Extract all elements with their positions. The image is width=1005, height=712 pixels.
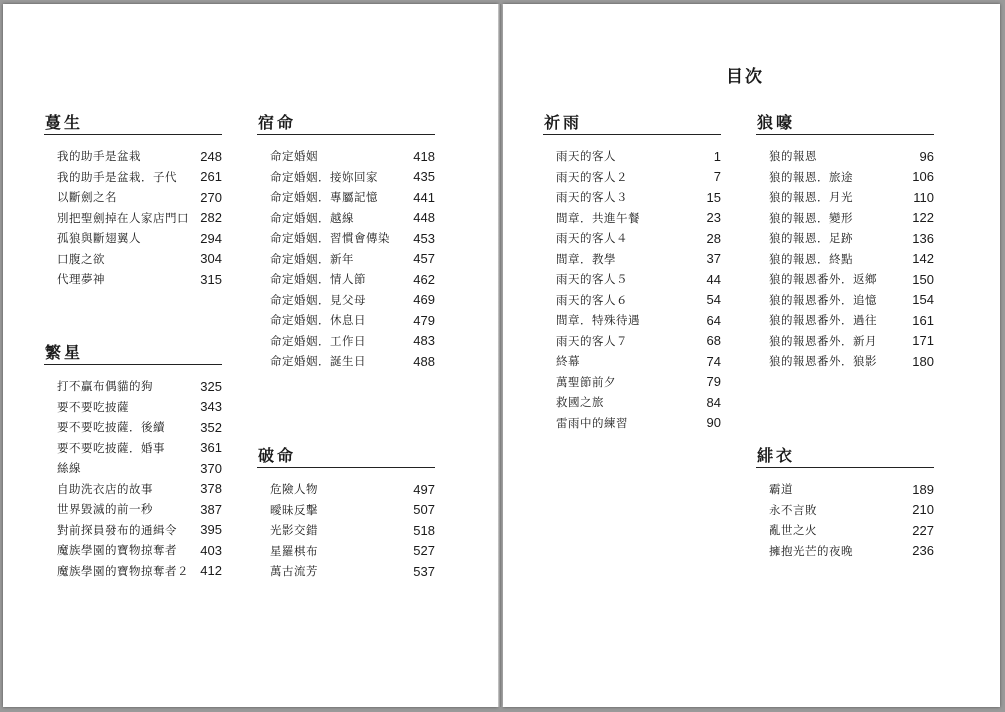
entry-title: 間章．特殊待遇 — [556, 313, 640, 328]
entry-title: 命定婚姻．休息日 — [270, 313, 366, 328]
entry-page-number: 210 — [912, 502, 934, 518]
entry-page-number: 90 — [706, 415, 721, 431]
toc-entry — [44, 458, 222, 479]
section-title: 蔓生 — [44, 112, 222, 135]
entry-title: 雨天的客人５ — [556, 272, 628, 287]
toc-entry — [756, 146, 934, 167]
entry-page-number: 469 — [413, 292, 435, 308]
entry-page-number: 325 — [200, 378, 222, 394]
entry-page-number: 479 — [413, 312, 435, 328]
toc-section — [257, 445, 435, 582]
entry-page-number: 395 — [200, 522, 222, 538]
toc-entry — [44, 520, 222, 541]
entry-page-number: 518 — [413, 522, 435, 538]
entry-title: 永不言敗 — [769, 502, 817, 517]
entry-page-number: 236 — [912, 543, 934, 559]
entry-page-number: 537 — [413, 563, 435, 579]
entry-title: 狼的報恩．變形 — [769, 210, 853, 225]
entry-page-number: 270 — [200, 189, 222, 205]
entry-title: 狼的報恩番外．新月 — [769, 333, 877, 348]
entry-page-number: 527 — [413, 543, 435, 559]
toc-entry — [257, 146, 435, 167]
entry-page-number: 84 — [706, 394, 721, 410]
entry-page-number: 106 — [912, 169, 934, 185]
entry-list — [257, 146, 435, 372]
entry-list — [257, 479, 435, 582]
toc-entry — [44, 249, 222, 270]
toc-entry — [257, 249, 435, 270]
entry-page-number: 142 — [912, 251, 934, 267]
toc-entry — [756, 187, 934, 208]
entry-page-number: 294 — [200, 230, 222, 246]
entry-title: 命定婚姻．見父母 — [270, 292, 366, 307]
entry-page-number: 54 — [706, 292, 721, 308]
toc-entry — [543, 392, 721, 413]
toc-entry — [543, 208, 721, 229]
section-title: 繁星 — [44, 342, 222, 365]
toc-entry — [44, 479, 222, 500]
entry-page-number: 248 — [200, 148, 222, 164]
toc-entry — [756, 208, 934, 229]
toc-entry — [44, 417, 222, 438]
entry-title: 間章．共進午餐 — [556, 210, 640, 225]
toc-entry — [756, 331, 934, 352]
toc-entry — [257, 561, 435, 582]
entry-page-number: 343 — [200, 399, 222, 415]
entry-list — [543, 146, 721, 433]
entry-title: 代理夢神 — [57, 272, 105, 287]
entry-title: 口腹之欲 — [57, 251, 105, 266]
toc-entry — [44, 187, 222, 208]
toc-entry — [257, 500, 435, 521]
toc-entry — [756, 479, 934, 500]
entry-page-number: 315 — [200, 271, 222, 287]
toc-entry — [756, 228, 934, 249]
entry-page-number: 497 — [413, 481, 435, 497]
entry-title: 命定婚姻．接妳回家 — [270, 169, 378, 184]
entry-page-number: 441 — [413, 189, 435, 205]
toc-entry — [44, 269, 222, 290]
entry-page-number: 64 — [706, 312, 721, 328]
toc-entry — [44, 540, 222, 561]
entry-title: 星羅棋布 — [270, 543, 318, 558]
entry-title: 萬聖節前夕 — [556, 374, 616, 389]
toc-entry — [756, 520, 934, 541]
entry-title: 雨天的客人７ — [556, 333, 628, 348]
entry-title: 要不要吃披薩．後續 — [57, 420, 165, 435]
toc-entry — [257, 187, 435, 208]
entry-page-number: 171 — [912, 333, 934, 349]
entry-title: 雨天的客人６ — [556, 292, 628, 307]
entry-title: 命定婚姻．越線 — [270, 210, 354, 225]
toc-entry — [257, 331, 435, 352]
entry-title: 亂世之火 — [769, 523, 817, 538]
entry-page-number: 227 — [912, 522, 934, 538]
toc-entry — [756, 351, 934, 372]
toc-entry — [543, 249, 721, 270]
toc-entry — [44, 561, 222, 582]
entry-title: 狼的報恩．足跡 — [769, 231, 853, 246]
entry-title: 絲線 — [57, 461, 81, 476]
entry-title: 萬古流芳 — [270, 564, 318, 579]
entry-page-number: 7 — [713, 169, 721, 185]
entry-page-number: 412 — [200, 563, 222, 579]
toc-entry — [543, 331, 721, 352]
entry-page-number: 74 — [706, 353, 721, 369]
entry-title: 狼的報恩 — [769, 149, 817, 164]
toc-entry — [44, 167, 222, 188]
entry-list — [756, 479, 934, 561]
toc-entry — [756, 290, 934, 311]
entry-page-number: 370 — [200, 460, 222, 476]
entry-page-number: 23 — [706, 210, 721, 226]
entry-title: 間章．教學 — [556, 251, 616, 266]
toc-entry — [543, 167, 721, 188]
toc-entry — [543, 351, 721, 372]
entry-title: 曖昧反擊 — [270, 502, 318, 517]
entry-title: 要不要吃披薩 — [57, 399, 129, 414]
toc-entry — [543, 310, 721, 331]
entry-title: 命定婚姻．工作日 — [270, 333, 366, 348]
entry-page-number: 361 — [200, 440, 222, 456]
entry-title: 命定婚姻．新年 — [270, 251, 354, 266]
entry-page-number: 448 — [413, 210, 435, 226]
toc-entry — [257, 310, 435, 331]
toc-entry — [756, 541, 934, 562]
entry-title: 孤狼與斷翅翼人 — [57, 231, 141, 246]
entry-page-number: 154 — [912, 292, 934, 308]
toc-title: 目次 — [726, 67, 764, 87]
entry-title: 狼的報恩番外．狼影 — [769, 354, 877, 369]
toc-section — [44, 342, 222, 581]
entry-title: 雷雨中的練習 — [556, 415, 628, 430]
entry-page-number: 488 — [413, 353, 435, 369]
toc-section — [756, 445, 934, 561]
section-title: 祈雨 — [543, 112, 721, 135]
toc-entry — [543, 290, 721, 311]
toc-entry — [44, 228, 222, 249]
toc-entry — [257, 167, 435, 188]
entry-title: 命定婚姻．習慣會傳染 — [270, 231, 390, 246]
entry-title: 雨天的客人 — [556, 149, 616, 164]
entry-page-number: 28 — [706, 230, 721, 246]
entry-page-number: 418 — [413, 148, 435, 164]
toc-entry — [257, 290, 435, 311]
entry-page-number: 435 — [413, 169, 435, 185]
toc-entry — [44, 397, 222, 418]
toc-entry — [257, 208, 435, 229]
entry-title: 以斷劍之名 — [57, 190, 117, 205]
entry-list — [44, 376, 222, 581]
entry-page-number: 378 — [200, 481, 222, 497]
entry-page-number: 453 — [413, 230, 435, 246]
entry-page-number: 136 — [912, 230, 934, 246]
entry-title: 狼的報恩．終點 — [769, 251, 853, 266]
entry-page-number: 261 — [200, 169, 222, 185]
toc-entry — [257, 479, 435, 500]
toc-entry — [543, 372, 721, 393]
toc-entry — [44, 438, 222, 459]
entry-title: 別把聖劍掉在人家店門口 — [57, 210, 189, 225]
entry-list — [756, 146, 934, 372]
section-title: 破命 — [257, 445, 435, 468]
toc-entry — [756, 167, 934, 188]
entry-title: 打不贏布偶貓的狗 — [57, 379, 153, 394]
entry-page-number: 68 — [706, 333, 721, 349]
entry-page-number: 96 — [919, 148, 934, 164]
toc-section — [756, 112, 934, 372]
entry-page-number: 189 — [912, 481, 934, 497]
entry-page-number: 37 — [706, 251, 721, 267]
toc-entry — [257, 269, 435, 290]
toc-entry — [257, 520, 435, 541]
section-title: 宿命 — [257, 112, 435, 135]
entry-title: 雨天的客人２ — [556, 169, 628, 184]
toc-section — [543, 112, 721, 433]
entry-title: 狼的報恩．旅途 — [769, 169, 853, 184]
entry-title: 狼的報恩番外．追憶 — [769, 292, 877, 307]
section-title: 狼嚎 — [756, 112, 934, 135]
entry-page-number: 79 — [706, 374, 721, 390]
entry-title: 要不要吃披薩．婚事 — [57, 440, 165, 455]
entry-title: 命定婚姻．專屬記憶 — [270, 190, 378, 205]
section-title: 緋衣 — [756, 445, 934, 468]
entry-page-number: 304 — [200, 251, 222, 267]
toc-section — [257, 112, 435, 372]
toc-entry — [756, 500, 934, 521]
entry-page-number: 387 — [200, 501, 222, 517]
toc-entry — [257, 351, 435, 372]
toc-section — [44, 112, 222, 290]
entry-page-number: 462 — [413, 271, 435, 287]
entry-title: 終幕 — [556, 354, 580, 369]
entry-title: 我的助手是盆栽．子代 — [57, 169, 177, 184]
entry-page-number: 44 — [706, 271, 721, 287]
entry-title: 雨天的客人４ — [556, 231, 628, 246]
toc-entry — [543, 413, 721, 434]
entry-title: 魔族學園的寶物掠奪者 — [57, 543, 177, 558]
entry-title: 危險人物 — [270, 482, 318, 497]
entry-title: 命定婚姻．誕生日 — [270, 354, 366, 369]
entry-title: 狼的報恩番外．返鄉 — [769, 272, 877, 287]
entry-page-number: 507 — [413, 502, 435, 518]
entry-page-number: 483 — [413, 333, 435, 349]
toc-entry — [756, 269, 934, 290]
entry-page-number: 110 — [913, 189, 934, 205]
toc-entry — [44, 146, 222, 167]
entry-title: 魔族學園的寶物掠奪者２ — [57, 563, 189, 578]
entry-page-number: 122 — [912, 210, 934, 226]
entry-title: 命定婚姻．情人節 — [270, 272, 366, 287]
toc-entry — [543, 187, 721, 208]
entry-page-number: 150 — [912, 271, 934, 287]
toc-entry — [543, 146, 721, 167]
toc-entry — [756, 310, 934, 331]
toc-entry — [44, 499, 222, 520]
entry-page-number: 1 — [713, 148, 721, 164]
toc-entry — [756, 249, 934, 270]
entry-title: 狼的報恩．月光 — [769, 190, 853, 205]
entry-title: 自助洗衣店的故事 — [57, 481, 153, 496]
entry-title: 狼的報恩番外．過往 — [769, 313, 877, 328]
entry-title: 霸道 — [769, 482, 793, 497]
entry-page-number: 352 — [200, 419, 222, 435]
toc-entry — [543, 228, 721, 249]
entry-title: 救國之旅 — [556, 395, 604, 410]
entry-page-number: 403 — [200, 542, 222, 558]
entry-title: 命定婚姻 — [270, 149, 318, 164]
entry-list — [44, 146, 222, 290]
toc-entry — [44, 208, 222, 229]
entry-title: 擁抱光芒的夜晚 — [769, 543, 853, 558]
entry-title: 我的助手是盆栽 — [57, 149, 141, 164]
entry-page-number: 180 — [912, 353, 934, 369]
entry-page-number: 15 — [706, 189, 721, 205]
entry-title: 雨天的客人３ — [556, 190, 628, 205]
toc-entry — [44, 376, 222, 397]
toc-entry — [257, 541, 435, 562]
toc-entry — [543, 269, 721, 290]
entry-page-number: 282 — [200, 210, 222, 226]
toc-entry — [257, 228, 435, 249]
entry-page-number: 161 — [912, 312, 934, 328]
entry-title: 光影交錯 — [270, 523, 318, 538]
entry-title: 世界毀滅的前一秒 — [57, 502, 153, 517]
entry-page-number: 457 — [413, 251, 435, 267]
entry-title: 對前探員發布的通緝令 — [57, 522, 177, 537]
